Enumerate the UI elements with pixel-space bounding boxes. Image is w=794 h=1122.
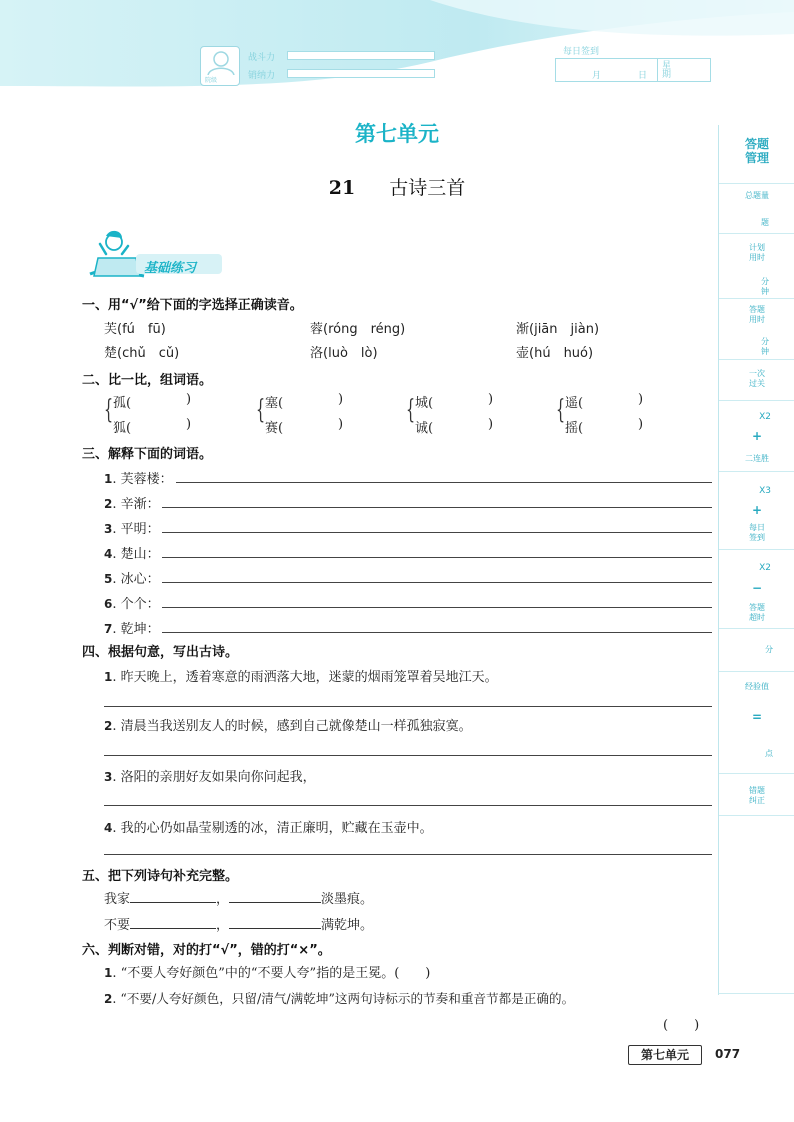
answer-line[interactable] — [104, 706, 712, 707]
signin-month: 月 — [592, 71, 602, 81]
q3-item: 4. 楚山： — [104, 541, 712, 563]
signin-title: 每日签到 — [563, 47, 600, 57]
lesson-number: 21 — [328, 177, 356, 199]
q4-items — [104, 664, 714, 860]
q1-item[interactable]: 蓉(róng réng) — [310, 322, 406, 337]
q2-groups — [104, 390, 664, 438]
q1-item[interactable]: 壶(hú huó) — [516, 346, 594, 361]
lesson-title: 古诗三首 — [389, 177, 466, 199]
answer-line[interactable] — [176, 482, 712, 483]
signin-date-box[interactable] — [555, 58, 711, 82]
answer-line[interactable] — [104, 854, 712, 855]
q1-item[interactable]: 楚(chǔ cǔ) — [104, 346, 180, 361]
signin-weekday: 星期 — [662, 61, 672, 80]
brace-icon: { — [104, 395, 114, 425]
brace-icon: { — [256, 395, 266, 425]
fill-blank[interactable] — [130, 890, 216, 903]
answer-line[interactable] — [162, 582, 712, 583]
answer-line[interactable] — [162, 632, 712, 633]
answer-management-sidebar: 答题 管理 总题量 题 计划 用时 分 钟 答题 用时 分 钟 一次 过关 X2 + 二连胜 X3 + 每日 签到 X2 − 答题 超时 分 经验值 = 点 错题 纠正 — [718, 125, 794, 995]
q6-item: 1. “不要人夸好颜色”中的“不要人夸”指的是王冕。( ) — [104, 966, 431, 981]
field-label-1: 战斗力 — [248, 53, 276, 63]
q2-title: 二、比一比，组词语。 — [82, 373, 213, 388]
q4-item: 4. 我的心仍如晶莹剔透的冰，清正廉明，贮藏在玉壶中。 — [104, 821, 433, 836]
badge-label: 基础练习 — [144, 261, 197, 276]
q3-item: 5. 冰心： — [104, 566, 712, 588]
footer-unit-label: 第七单元 — [628, 1045, 702, 1065]
lesson-heading — [0, 173, 794, 200]
answer-line[interactable] — [162, 607, 712, 608]
q2-group: { 塞( ) 赛( ) — [256, 392, 344, 436]
answer-line[interactable] — [162, 507, 712, 508]
q2-group: { 孤( ) 狐( ) — [104, 392, 192, 436]
q1-items — [104, 316, 624, 360]
q2-group: { 城( ) 诚( ) — [406, 392, 494, 436]
q3-item: 2. 辛渐： — [104, 491, 712, 513]
unit-title: 第七单元 — [355, 122, 439, 146]
field-label-2: 销纳力 — [248, 71, 276, 81]
avatar-label: 院级 — [205, 77, 218, 84]
q1-item[interactable]: 洛(luò lò) — [310, 346, 378, 361]
q3-item: 3. 平明： — [104, 516, 712, 538]
sidebar-title: 答题 管理 — [744, 137, 769, 165]
q1-item[interactable]: 芙(fú fū) — [104, 322, 166, 337]
fill-blank[interactable] — [130, 916, 216, 929]
q2-group: { 遥( ) 摇( ) — [556, 392, 644, 436]
q3-item: 7. 乾坤： — [104, 616, 712, 638]
q6-title: 六、判断对错，对的打“√”，错的打“×”。 — [82, 943, 331, 958]
fill-blank[interactable] — [229, 916, 321, 929]
q4-item: 1. 昨天晚上，透着寒意的雨洒落大地，迷蒙的烟雨笼罩着吴地江天。 — [104, 670, 498, 685]
signin-day: 日 — [638, 71, 648, 81]
page-header — [0, 0, 794, 90]
q1-item[interactable]: 渐(jiān jiàn) — [516, 322, 600, 337]
q1-title: 一、用“√”给下面的字选择正确读音。 — [82, 298, 303, 313]
basic-practice-badge — [84, 228, 224, 280]
daily-signin-box — [555, 44, 711, 84]
q6-item: 2. “不要/人夸好颜色，只留/清气/满乾坤”这两句诗标示的节奏和重音节都是正确的。 — [104, 991, 575, 1006]
q4-item: 3. 洛阳的亲朋好友如果向你问起我， — [104, 770, 316, 785]
answer-line[interactable] — [104, 805, 712, 806]
q3-items — [104, 466, 714, 636]
answer-line[interactable] — [104, 755, 712, 756]
brace-icon: { — [556, 395, 566, 425]
q4-item: 2. 清晨当我送别友人的时候，感到自己就像楚山一样孤独寂寞。 — [104, 719, 472, 734]
avatar-icon — [202, 49, 240, 75]
q3-item: 6. 个个： — [104, 591, 712, 613]
field-bar-2 — [287, 69, 435, 78]
avatar — [200, 46, 240, 86]
q4-title: 四、根据句意，写出古诗。 — [82, 645, 239, 660]
answer-line[interactable] — [162, 532, 712, 533]
q5-line-1: 我家 ， 淡墨痕。 — [104, 892, 374, 907]
field-bar-1 — [287, 51, 435, 60]
q5-line-2: 不要 ， 满乾坤。 — [104, 918, 374, 933]
fill-blank[interactable] — [229, 890, 321, 903]
q3-title: 三、解释下面的词语。 — [82, 447, 213, 462]
page-number: 077 — [715, 1047, 741, 1061]
brace-icon: { — [406, 395, 416, 425]
q5-title: 五、把下列诗句补充完整。 — [82, 869, 239, 884]
answer-line[interactable] — [162, 557, 712, 558]
answer-parentheses[interactable]: ( ) — [663, 1018, 700, 1033]
q3-item: 1. 芙蓉楼： — [104, 466, 712, 488]
